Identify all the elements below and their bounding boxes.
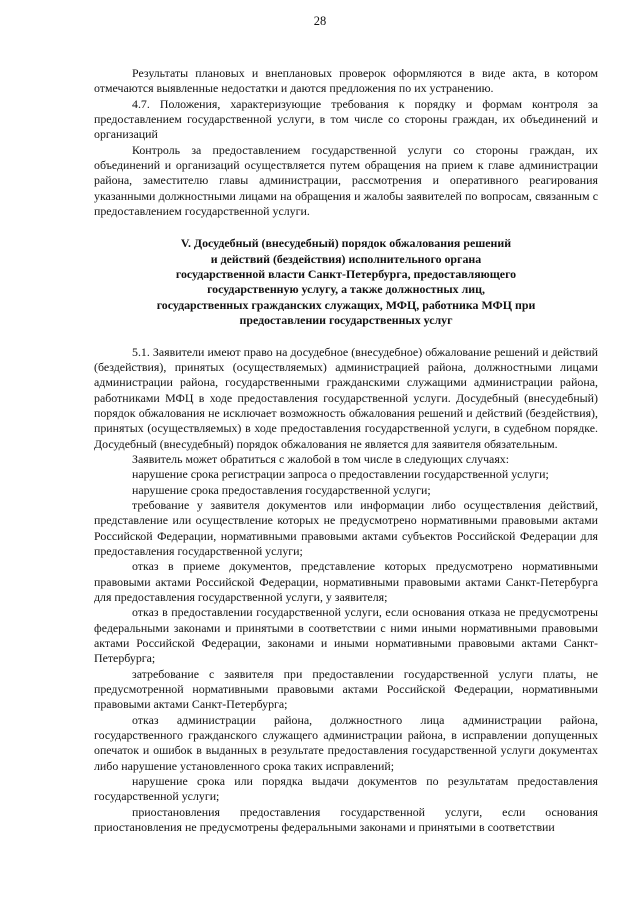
paragraph-inspection-results: Результаты плановых и внеплановых проверок оформляются в виде акта, в котором отмечаются выявленные недостатки и даются предложения по их устранению. <box>94 66 598 96</box>
complaint-case-item: затребование с заявителя при предоставлении государственной услуги платы, не предусмотренной нормативными правовыми актами Российской Федерации, нормативными правовыми актами Санкт-Петербурга; <box>94 666 598 712</box>
paragraph-section-4-7: 4.7. Положения, характеризующие требования к порядку и формам контроля за предоставлением государственной услуги, в том числе со стороны граждан, их объединений и организаций <box>94 96 598 142</box>
complaint-case-item: отказ в предоставлении государственной услуги, если основания отказа не предусмотрены федеральными законами и принятыми в соответствии с ними иными нормативными правовыми актами Российской Федерации, законами и иными нормативными правовыми актами Санкт-Петербурга; <box>94 605 598 666</box>
complaint-case-item: приостановления предоставления государственной услуги, если основания приостановления не предусмотрены федеральными законами и принятыми в соответствии <box>94 804 598 835</box>
complaint-case-item: отказ в приеме документов, представление которых предусмотрено нормативными правовыми актами Российской Федерации, нормативными правовыми актами Санкт-Петербурга для предоставления государственной услуги, у заявителя; <box>94 559 598 604</box>
complaint-case-item: требование у заявителя документов или информации либо осуществления действий, представление или осуществление которых не предусмотрено нормативными правовыми актами Российской Федерации, нормативными правовыми актами субъектов Российской Федерации для предоставления государственной услуги; <box>94 497 598 558</box>
page-number: 28 <box>313 14 327 28</box>
heading-line: и действий (бездействия) исполнительного органа <box>210 251 482 266</box>
heading-line: государственной власти Санкт-Петербурга, предоставляющего <box>175 267 517 282</box>
heading-line: предоставлении государственных услуг <box>239 313 453 328</box>
complaint-case-item: отказ администрации района, должностного лица администрации района, государственного гражданского служащего администрации района, в исправлении допущенных опечаток и ошибок в выданных в результате предоставления государственной услуги документах либо нарушение установленного срока таких исправлений; <box>94 712 598 773</box>
heading-line: государственных гражданских служащих, МФЦ, работника МФЦ при <box>156 297 536 312</box>
section-v-heading <box>94 236 598 328</box>
document-body <box>94 66 598 836</box>
heading-line: государственную услугу, а также должностных лиц, <box>207 282 485 297</box>
paragraph-citizen-control: Контроль за предоставлением государственной услуги со стороны граждан, их объединений и организаций осуществляется путем обращения на прием к главе администрации района, заместителю главы администрации, рассмотрения и оперативного реагирования указанными должностными лицами на обращения и жалобы заявителей по вопросам, связанным с предоставлением государственной услуги. <box>94 142 598 219</box>
complaint-case-item: нарушение срока предоставления государственной услуги; <box>132 482 431 497</box>
paragraph-section-5-1: 5.1. Заявители имеют право на досудебное (внесудебное) обжалование решений и действий (бездействия), принятых (осуществляемых) администрацией района, должностными лицами администрации района, государственными гражданскими служащими администрации района, работниками МФЦ в ходе предоставления государственной услуги. Досудебный (внесудебный) порядок обжалования не исключает возможность обжалования решений и действий (бездействия), принятых (осуществляемых) в ходе предоставления государственной услуги, в судебном порядке. Досудебный (внесудебный) порядок обжалования не является для заявителя обязательным. <box>94 344 598 451</box>
heading-line: V. Досудебный (внесудебный) порядок обжалования решений <box>180 236 512 251</box>
paragraph-complaint-cases-intro: Заявитель может обратиться с жалобой в том числе в следующих случаях: <box>132 451 510 466</box>
complaint-case-item: нарушение срока регистрации запроса о предоставлении государственной услуги; <box>132 467 549 482</box>
complaint-case-item: нарушение срока или порядка выдачи документов по результатам предоставления государственной услуги; <box>94 774 598 804</box>
